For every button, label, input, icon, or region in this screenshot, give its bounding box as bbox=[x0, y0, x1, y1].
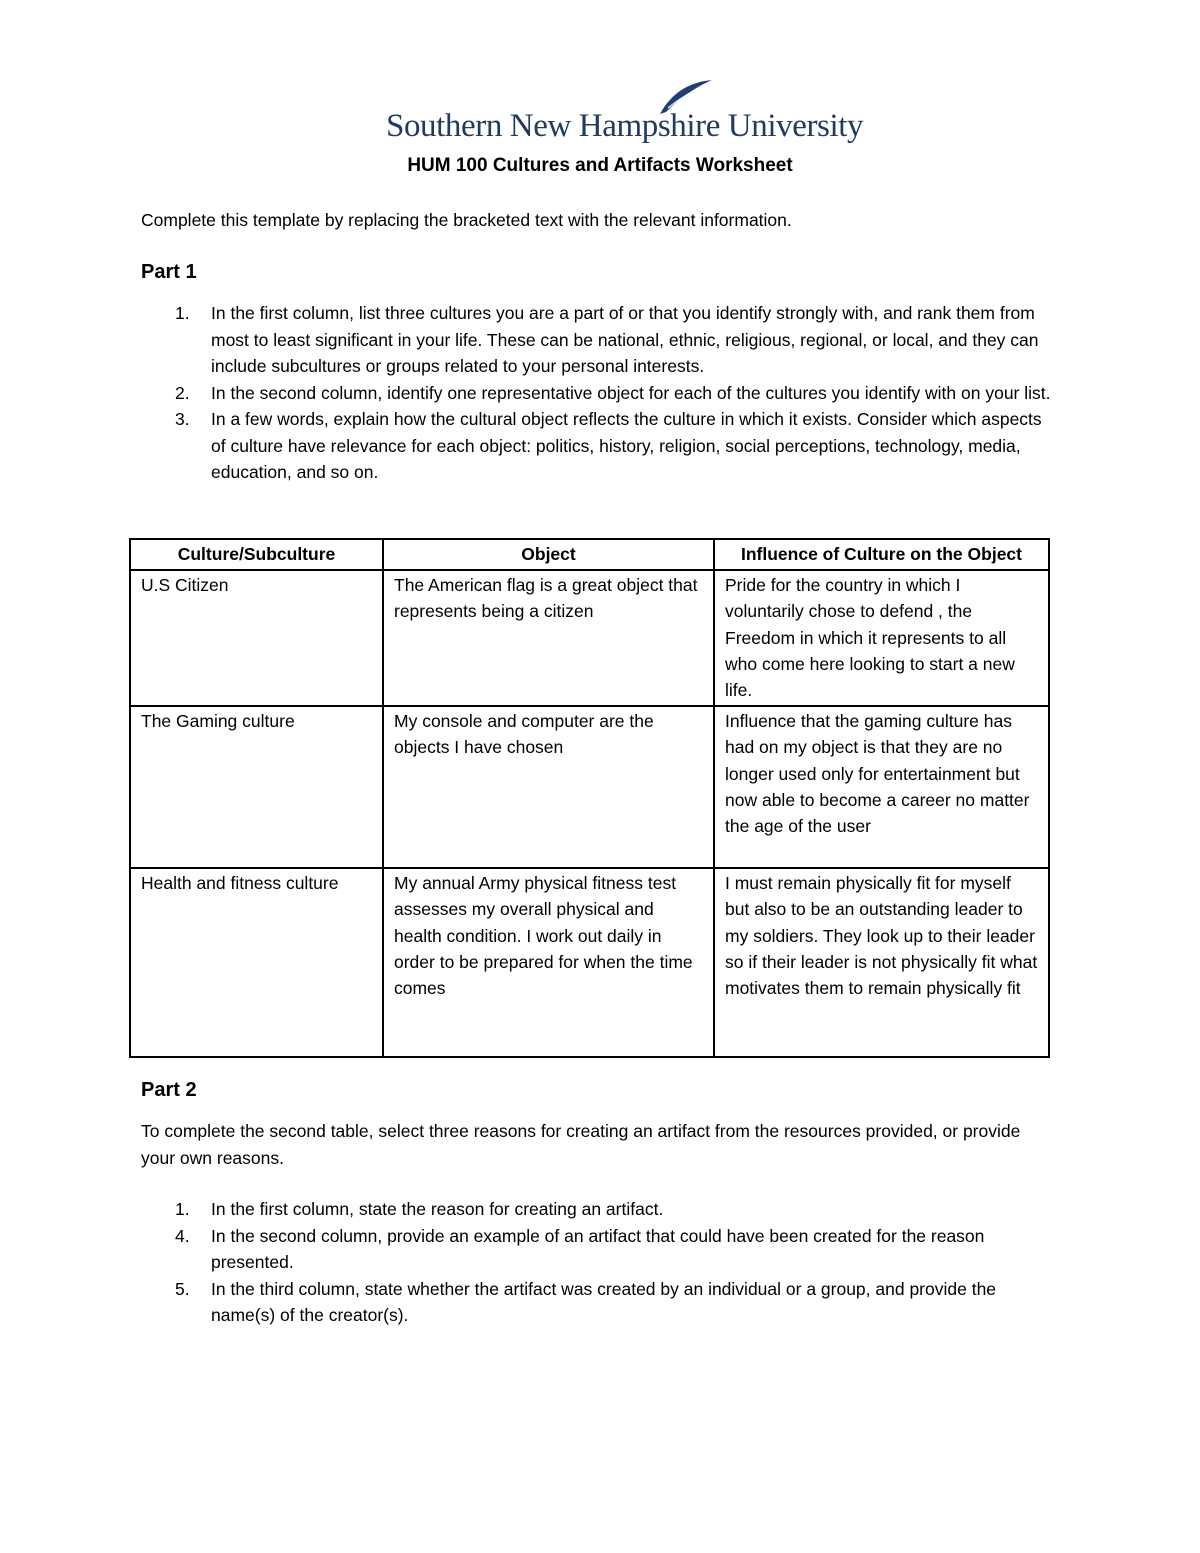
list-number: 5. bbox=[175, 1278, 190, 1299]
list-number: 1. bbox=[175, 303, 190, 323]
table-cell: Health and fitness culture bbox=[130, 868, 383, 1057]
part2-steps bbox=[141, 1196, 1051, 1329]
list-item bbox=[141, 1223, 1051, 1276]
intro-text: Complete this template by replacing the bracketed text with the relevant information. bbox=[141, 210, 792, 230]
list-text: In a few words, explain how the cultural object reflects the culture in which it exists. Consider which aspects of culture have relevance for each object: politics, history, religion, social perceptions, technology, media, education, and so on. bbox=[211, 409, 1042, 482]
list-text: In the third column, state whether the artifact was created by an individual or a group, and provide the name(s) of the creator(s). bbox=[211, 1278, 997, 1325]
table-row bbox=[130, 868, 1049, 1057]
list-number: 2. bbox=[175, 382, 190, 403]
list-text: In the first column, list three cultures you are a part of or that you identify strongly with, and rank them from most to least significant in your life. These can be national, ethnic, religious, regional, or local, and they can include subcultures or groups related to your personal interests. bbox=[211, 303, 1039, 376]
list-number: 3. bbox=[175, 409, 190, 429]
header-influence: Influence of Culture on the Object bbox=[714, 539, 1049, 570]
list-item bbox=[141, 300, 1051, 380]
list-item bbox=[141, 380, 1051, 407]
part1-heading: Part 1 bbox=[141, 261, 197, 283]
table-cell: My annual Army physical fitness test assesses my overall physical and health condition. I work out daily in order to be prepared for when the time comes bbox=[383, 868, 714, 1057]
list-number: 4. bbox=[175, 1225, 190, 1246]
table-cell: I must remain physically fit for myself but also to be an outstanding leader to my soldiers. They look up to their leader so if their leader is not physically fit what motivates them to remain physically fit bbox=[714, 868, 1049, 1057]
part1-steps bbox=[141, 300, 1051, 486]
university-logo bbox=[386, 78, 864, 150]
table-cell: U.S Citizen bbox=[130, 570, 383, 706]
list-item bbox=[141, 406, 1051, 486]
table-cell: The Gaming culture bbox=[130, 706, 383, 868]
list-text: In the second column, provide an example of an artifact that could have been created for the reason presented. bbox=[211, 1225, 985, 1272]
header-culture: Culture/Subculture bbox=[130, 539, 383, 570]
part2-intro: To complete the second table, select three reasons for creating an artifact from the resources provided, or provide your own reasons. bbox=[141, 1121, 1021, 1168]
table-cell: Influence that the gaming culture has had on my object is that they are no longer used only for entertainment but now able to become a career no matter the age of the user bbox=[714, 706, 1049, 868]
table-cell: The American flag is a great object that represents being a citizen bbox=[383, 570, 714, 706]
university-name: Southern New Hampshire University bbox=[386, 108, 864, 144]
table-cell: My console and computer are the objects I have chosen bbox=[383, 706, 714, 868]
list-text: In the first column, state the reason for creating an artifact. bbox=[211, 1199, 664, 1219]
table-cell: Pride for the country in which I voluntarily chose to defend , the Freedom in which it represents to all who come here looking to start a new life. bbox=[714, 570, 1049, 706]
list-item bbox=[141, 1276, 1051, 1329]
part2-heading: Part 2 bbox=[141, 1079, 197, 1101]
list-number: 1. bbox=[175, 1199, 190, 1219]
document-title: HUM 100 Cultures and Artifacts Worksheet bbox=[407, 155, 793, 176]
header-object: Object bbox=[383, 539, 714, 570]
table-header-row bbox=[130, 539, 1049, 570]
table-row bbox=[130, 706, 1049, 868]
list-item bbox=[141, 1196, 1051, 1223]
list-text: In the second column, identify one representative object for each of the cultures you identify with on your list. bbox=[211, 382, 1051, 403]
table-row bbox=[130, 570, 1049, 706]
culture-table bbox=[129, 538, 1050, 1058]
